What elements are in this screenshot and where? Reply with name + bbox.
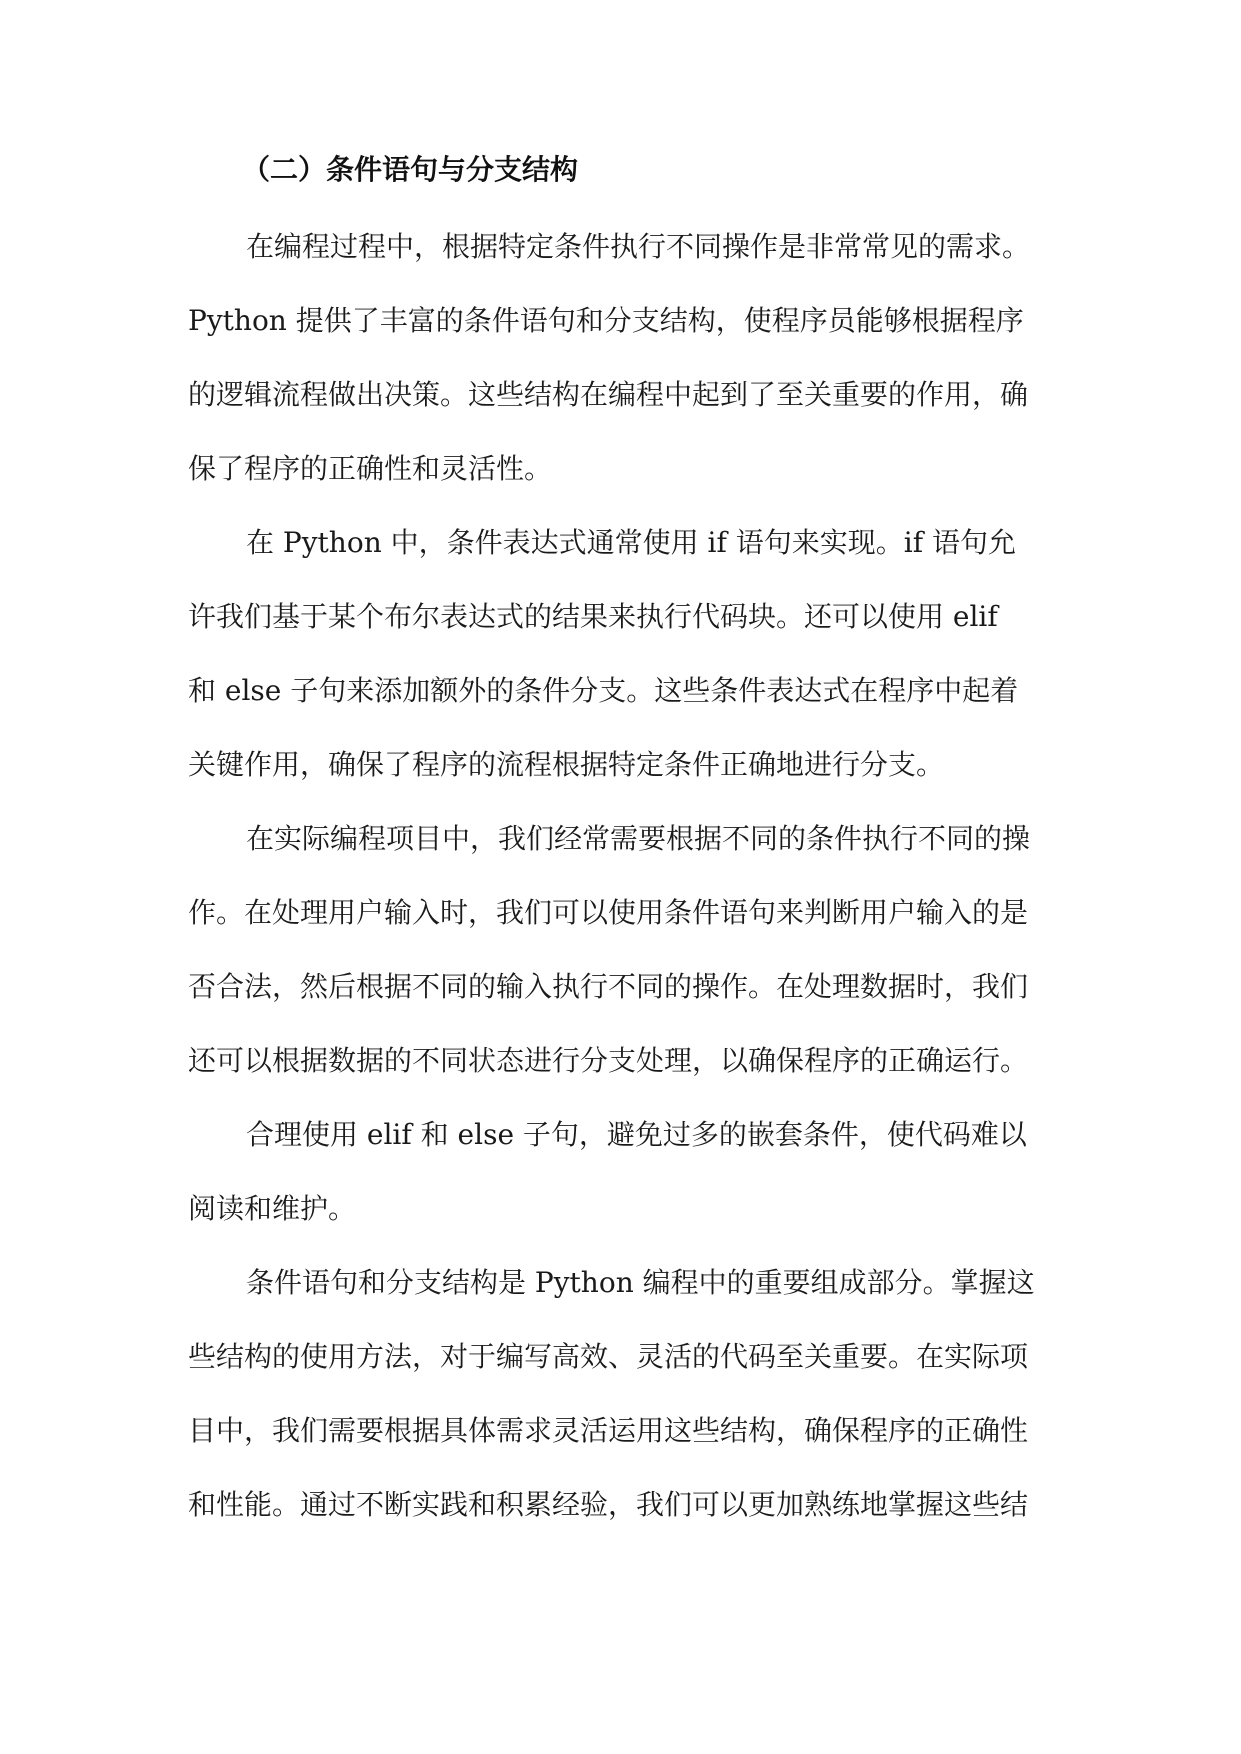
text-line: 些结构的使用方法，对于编写高效、灵活的代码至关重要。在实际项 [188,1340,1029,1373]
text-line: 在编程过程中，根据特定条件执行不同操作是非常常见的需求。 [246,230,1031,263]
text-line: Python 提供了丰富的条件语句和分支结构，使程序员能够根据程序 [188,304,1024,337]
text-line: 的逻辑流程做出决策。这些结构在编程中起到了至关重要的作用，确 [188,378,1029,411]
text-line: 许我们基于某个布尔表达式的结果来执行代码块。还可以使用 elif [188,600,998,633]
text-line: 作。在处理用户输入时，我们可以使用条件语句来判断用户输入的是 [188,896,1029,929]
text-line: 关键作用，确保了程序的流程根据特定条件正确地进行分支。 [188,748,945,781]
text-line: 目中，我们需要根据具体需求灵活运用这些结构，确保程序的正确性 [188,1414,1029,1447]
text-line: 在 Python 中，条件表达式通常使用 if 语句来实现。if 语句允 [246,526,1016,559]
section-heading: （二）条件语句与分支结构 [242,153,579,186]
text-line: 条件语句和分支结构是 Python 编程中的重要组成部分。掌握这 [246,1266,1035,1299]
text-line: 否合法，然后根据不同的输入执行不同的操作。在处理数据时，我们 [188,970,1029,1003]
text-line: 阅读和维护。 [188,1192,357,1225]
text-line: 保了程序的正确性和灵活性。 [188,452,553,485]
text-line: 还可以根据数据的不同状态进行分支处理，以确保程序的正确运行。 [188,1044,1029,1077]
text-line: 和 else 子句来添加额外的条件分支。这些条件表达式在程序中起着 [188,674,1019,707]
text-line: 在实际编程项目中，我们经常需要根据不同的条件执行不同的操 [246,822,1031,855]
text-line: 和性能。通过不断实践和积累经验，我们可以更加熟练地掌握这些结 [188,1488,1029,1521]
text-line: 合理使用 elif 和 else 子句，避免过多的嵌套条件，使代码难以 [246,1118,1027,1151]
